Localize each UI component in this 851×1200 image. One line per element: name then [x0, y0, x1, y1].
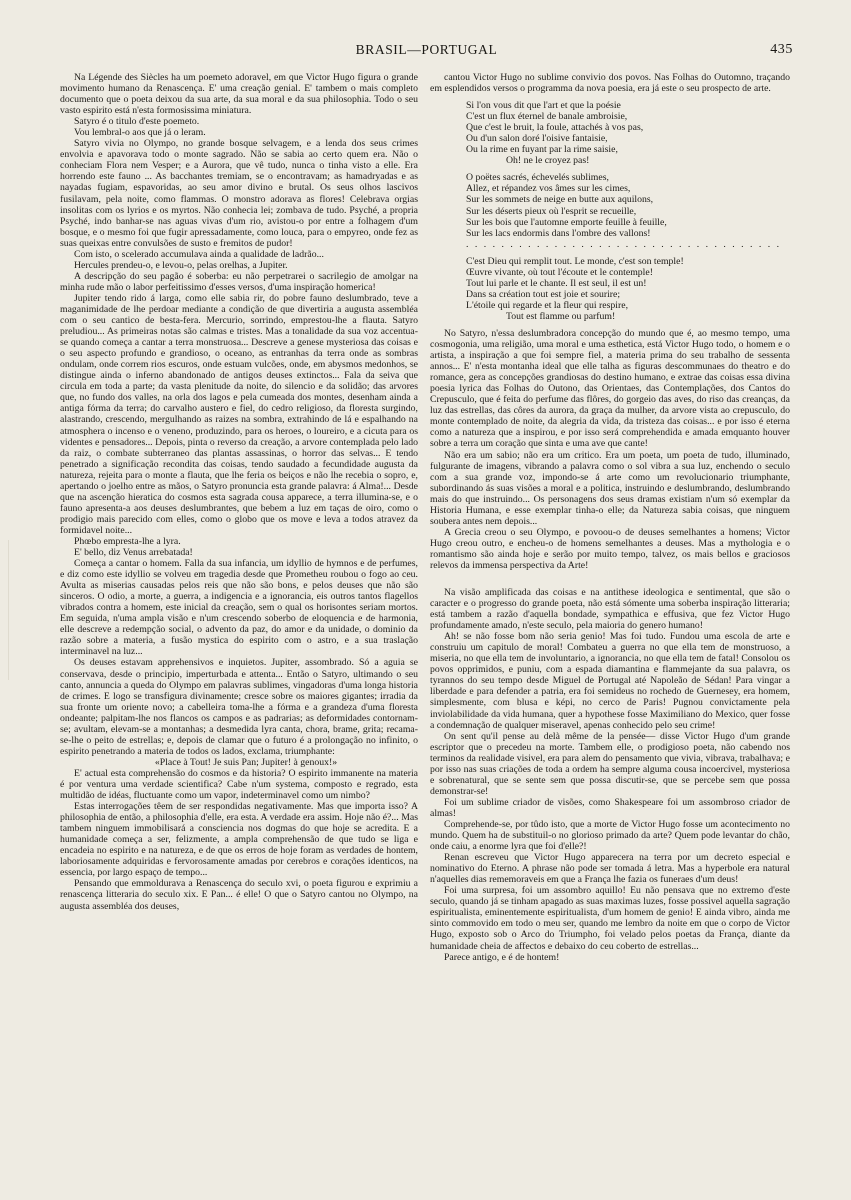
paragraph: Comprehende-se, por tûdo isto, que a morte de Victor Hugo fosse um acontecimento no mundo. Quem ha de substituil-o no glorioso primado da arte? Quem pode levantar do chão, onde caiu, a enorme lyra que foi d'elle?!: [430, 819, 790, 853]
paragraph: A descripção do seu pagão é soberba: eu não perpetrarei o sacrilegio de amolgar na minha rude mão o labor perfeitissimo d'esses versos, d'uma inspiração homerica!: [60, 270, 418, 293]
page-title: BRASIL—PORTUGAL: [355, 42, 498, 57]
paragraph: Parece antigo, e é de hontem!: [444, 951, 560, 963]
verse-line: L'étoile qui regarde et la fleur qui respire,: [466, 299, 629, 311]
paragraph: Foi um sublime criador de visões, como Shakespeare foi um assombroso criador de almas!: [430, 796, 790, 819]
paragraph: Na visão amplificada das coisas e na antithese ideologica e sentimental, que são o caracter e o progresso do grande poeta, não está sómente uma soberba inspiração litteraria; está tambem a razão d'aquella bondade, sympathica e effusiva, que fez Victor Hugo profundamente amado, n'este seculo, pela maioria do genero humano!: [430, 587, 790, 632]
verse-ellipsis: . . . . . . . . . . . . . . . . . . . . . . . . . . . . . . . . . . . .: [466, 238, 782, 250]
verse-line: Oh! ne le croyez pas!: [506, 155, 590, 167]
verse-stanza: [430, 172, 790, 249]
paragraph: Com isto, o scelerado accumulava ainda a qualidade de ladrão...: [74, 248, 324, 260]
paragraph: E' bello, diz Venus arrebatada!: [74, 547, 193, 559]
verse-line: Tout lui parle et le chante. Il est seul, il est un!: [466, 277, 647, 289]
paragraph: Pensando que emmoldurava a Renascença do seculo xvi, o poeta figurou e exprimiu a renascença litteraria do seculo xix. E Pan... é elle! O que o Satyro cantou no Olympo, na augusta assembléa dos deuses,: [60, 878, 418, 912]
verse-line: Ou la rime en fuyant par la rime saisie,: [466, 144, 618, 156]
paragraph: No Satyro, n'essa deslumbradora concepção do mundo que é, ao mesmo tempo, uma cosmogonia, uma religião, uma moral e uma esthetica, está Victor Hugo todo, o homem e o artista, a inspiração a que foi sempre fiel, a materia prima do seu trabalho de sessenta annos... E' n'esta montanha ideal que elle talha as figuras descommunaes do theatro e do romance, gera as concepções grandiosas do destino humano, e extrae das coisas essa divina poesia lyrica das Folhas do Outono, das Orientaes, das Contemplações, dos Cantos do Crepusculo, que é feita do perfume das flôres, do gorgeio das aves, do riso das creanças, da luz das estrellas, das côres da aurora, da graça da mulher, da arvore vista ao crepusculo, do monte contemplado de noite, da alegria da vida, da tristeza das coisas... e por isso é eterna como a natureza que a inspirou, e por isso será comprehendida e amada emquanto houver sobre a terra um coração que sinta e uma ave que cante!: [430, 327, 790, 450]
paragraph: On sent qu'il pense au delà même de la pensée— disse Victor Hugo d'um grande escriptor que o precedeu na morte. Tambem elle, o prodigioso poeta, não cabendo nos terminos da realidade visivel, era para alem do pensamento que vivia, vibrava, trabalhava; e por isso nas suas criações de toda a ordem ha sempre alguma cousa incoercivel, mysteriosa e sobrenatural, que se sente sem que possa discutir-se, que se percebe sem que possa demonstrar-se!: [430, 730, 790, 797]
verse-line: C'est un flux éternel de banale ambroisie,: [466, 111, 628, 123]
paragraph: Os deuses estavam apprehensivos e inquietos. Jupiter, assombrado. Só a aguia se conservava, desde o principio, imperturbada e attenta... Então o Satyro, ultimando o seu canto, annuncia a queda do Olympo em palavras sublimes, vingadoras d'uma longa historia de crimes. E logo se transfigura divinamente; cresce sobre os maiores gigantes; irradia da sua fronte um oriente novo; a cabelleira toma-lhe a fórma e a grandeza d'uma floresta ondeante; palpitam-lhe nos flancos os campos e as padrarias; as deformidades contornam-se; avultam, elevam-se a montanhas; a desmedida lyra canta, chora, brame, grita; recama-se-lhe o peito de estrellas; e, depois de clamar que o futuro é a prolongação no infinito, o espirito penetrando a materia de todos os lados, exclama, triumphante:: [60, 657, 418, 757]
paragraph: A Grecia creou o seu Olympo, e povoou-o de deuses semelhantes a homens; Victor Hugo creou outro, e encheu-o de homens semelhantes a deuses. Mas a mythologia e o romantismo são ainda hoje e serão por muito tempo, talvez, os mais bellos e graciosos relevos da immensa perspectiva da Arte!: [430, 526, 790, 571]
paragraph: cantou Victor Hugo no sublime convivio dos povos. Nas Folhas do Outomno, traçando em esplendidos versos o programma da nova poesia, era já este o seu prospecto de arte.: [430, 72, 790, 95]
verse-stanza: [430, 100, 790, 166]
verse-line: Que c'est le bruit, la foule, attachés à vos pas,: [466, 122, 644, 134]
paragraph: Hercules prendeu-o, e levou-o, pelas orelhas, a Jupiter.: [74, 259, 288, 271]
paragraph: Foi uma surpresa, foi um assombro aquillo! Eu não pensava que no extremo d'este seculo, quando já se tinham apagado as suas maximas luzes, fosse possivel aquella sagração espiritualista, eminentemente espiritualista, d'um homem de genio! E ainda vibro, ainda me sinto commovido em todo o meu ser, quando me lembro da noite em que o corpo de Victor Hugo, exposto sob o Arco do Triumpho, foi velado pelos poetas da França, diante da humanidade cheia de affectos e debaixo do ceu coberto de estrellas...: [430, 885, 790, 952]
running-header: [60, 42, 793, 62]
paragraph: Renan escreveu que Victor Hugo apparecera na terra por um decreto especial e nominativo do Eterno. A phrase não pode ser tomada á letra. Mas a hyperbole era natural n'aquelles dias rememoraveis em que a França lhe fazia os funeraes d'um deus!: [430, 852, 790, 886]
margin-mark: [8, 540, 19, 680]
paragraph: E' actual esta comprehensão do cosmos e da historia? O espirito immanente na materia é por ventura uma verdade scientifica? Cabe n'um systema, composto e regrado, esta multidão de idéas, fluctuante como um vapor, indeterminavel como um nimbo?: [60, 767, 418, 802]
verse-line: C'est Dieu qui remplit tout. Le monde, c'est son temple!: [466, 255, 684, 267]
paragraph: Satyro é o titulo d'este poemeto.: [74, 116, 200, 128]
verse-line: Tout est flamme ou parfum!: [506, 310, 616, 322]
paragraph: Ah! se não fosse bom não seria genio! Mas foi tudo. Fundou uma escola de arte e construiu um capitulo de moral! Combateu a guerra no que ella tem de monstruoso, a miseria, no que ella tem de involuntario, a ignorancia, no que ella tem de fatal! Consolou os povos opprimidos, e puniu, com a espada diamantina e flammejante da sua palavra, os tyrannos do seu tempo desde Miguel de Portugal até Napoleão de Sédan! Para vingar a liberdade e para defender a patria, era foi semideus no rochedo de Guernesey, era homem, simplesmente, com blusa e képi, no cerco de Paris! Pugnou convictamente pela inviolabilidade da vida humana, quer a hypothese fosse Maximiliano do Mexico, quer fosse a condemnação de qualquer miseravel, apenas conhecido pelo seu crime!: [430, 631, 790, 731]
page-number: 435: [770, 42, 793, 57]
paragraph: Satyro vivia no Olympo, no grande bosque selvagem, e a lenda dos seus crimes envolvia e apavorava todo o monte sagrado. Não se sabia ao certo quem era. Não o conheciam Flora nem Vesper; e a Aurora, que vê tudo, nunca o tinha visto a elle. Era horrendo este fauno ... As bacchantes tremiam, se o encontravam; as hamadryadas e as nayadas fugiam, espavoridas, ao seu amor divino e brutal. Os seus olhos lascivos fusilavam, pela noite, como flammas. O monstro adorava as flores! Celebrava orgias insolitas com os lyrios e os myrtos. Não conhecia lei; zombava de tudo. Psyché, a propria Psyché, indo banhar-se nas aguas vivas d'um rio, avistou-o por entre a folhagem d'um bosque, e o mesmo foi que fugir apressadamente, como louca, para o empyreo, onde fez as suas queixas entre convulsões de susto e fremitos de pudor!: [60, 138, 418, 249]
left-column: [60, 72, 418, 912]
section-gap: [430, 571, 790, 587]
verse-line: O poëtes sacrés, échevelés sublimes,: [466, 172, 609, 184]
paragraph: Começa a cantar o homem. Falla da sua infancia, um idyllio de hymnos e de perfumes, e diz como este idyllio se volveu em tragedia desde que Prometheu roubou o fogo ao ceu. Avulta as miserias causadas pelos reis que não são bons, e pelos deuses que não são sinceros. O odio, a morte, a guerra, a indigencia e a ignorancia, eis outros tantos flagellos vibrados contra a homem, este inicial da creação, sem o qual os horisontes seriam mortos. Em seguida, n'uma ampla visão e n'um crescendo soberbo de eloquencia e de harmonia, elle descreve a redempção social, o advento da paz, do amor e da unidade, o dominio da razão sobre a materia, a fusão mystica do espirito com o astro, e a sua traslação interminavel na luz...: [60, 558, 418, 658]
verse-line: Si l'on vous dit que l'art et que la poésie: [466, 100, 621, 112]
verse-line: Ou d'un salon doré l'oisive fantaisie,: [466, 133, 608, 145]
verse-line: Œuvre vivante, où tout l'écoute et le contemple!: [466, 266, 653, 278]
right-column: [430, 72, 790, 963]
paragraph: Estas interrogações têem de ser respondidas negativamente. Mas que importa isso? A philosophia de então, a philosophia d'elle, era esta. A verdade era assim. Hoje não é?... Mas tambem ninguem immobilisará a consciencia nos dogmas do que hoje se acredita. E a humanidade começa a ser, felizmente, a ampla comprehensão de que tudo se liga e encadeia no espirito e na natureza, e de que os erros de hoje foram as verdades de hontem, laboriosamente adquiridas e fervorosamente amadas por cerebros e corações identicos, na essencia, por largo espaço de tempo...: [60, 801, 418, 879]
verse-line: Sur les sommets de neige en butte aux aquilons,: [466, 194, 654, 206]
verse-line: Allez, et répandez vos âmes sur les cimes,: [466, 183, 631, 195]
verse-stanza: [430, 256, 790, 322]
paragraph: Não era um sabio; não era um critico. Era um poeta, um poeta de tudo, illuminado, fulgurante de imagens, vibrando a palavra como o sol vibra a sua luz, enchendo o seculo com a sua grande voz, impondo-se á arte como um revolucionario triumphante, subordinando ás suas visões a moral e a politica, instruindo e deslumbrando, deslumbrando mais do que instruindo... Os personagens dos seus dramas existiam n'um só exemplar da Historia Humana, e esse exemplar tinha-o elle; da Natureza sabia coisas, que ninguem soubera antes nem depois...: [430, 449, 790, 527]
pan-quote: «Place à Tout! Je suis Pan; Jupiter! à genoux!»: [154, 756, 338, 768]
paragraph: Vou lembral-o aos que já o leram.: [74, 127, 206, 139]
verse-line: Sur les lacs endormis dans l'ombre des vallons!: [466, 227, 651, 239]
paragraph: Phœbo empresta-lhe a lyra.: [74, 535, 181, 547]
verse-line: Sur les déserts pieux où l'esprit se recueille,: [466, 205, 637, 217]
paragraph: Na Légende des Siècles ha um poemeto adoravel, em que Victor Hugo figura o grande movimento humano da Renascença. E' uma creação genial. E' tambem o mais completo documento que o poeta deixou da sua arte, da sua moral e da sua philosophia. Todo o seu vasto espirito está n'esta formosissima miniatura.: [60, 72, 418, 117]
verse-line: Dans sa création tout est joie et sourire;: [466, 288, 621, 300]
paragraph: Jupiter tendo rido á larga, como elle sabia rir, do pobre fauno deslumbrado, teve a maganimidade de lhe perdoar mediante a condição de que divertiria a augusta assembléa com o seu cantico de besta-fera. Mercurio, sorrindo, emprestou-lhe a flauta. Satyro preludiou... As primeiras notas são calmas e tristes. Mas a tonalidade da sua voz accentua-se quando começa a cantar a terra monstruosa... Descreve a genese mysteriosa das coisas e o seu aspecto profundo e grandioso, o oceano, as entranhas da terra onde as sombras ondulam, onde correm rios escuros, onde estuam vulcões, onde, em abysmos medonhos, se distingue ainda o inferno abandonado de antigos deuses extinctos... Fala da seiva que circula em toda a parte; da vasta plenitude da noite, do silencio e da solidão; das arvores que, no fundo dos valles, na orla dos lagos e pela cumeada dos montes, desenham ainda a antiga fórma da terra; do carvalho austero e fiel, do cedro religioso, da floresta surgindo, alastrando, crescendo, mergulhando as raizes na sombra, extrahindo de lá e espalhando na atmosphera o incenso e o veneno, produzindo, para os heroes, o loureiro, e a cicuta para os videntes e pensadores... Depois, pinta o reverso da creação, a arvore contemplada pelo lado da raiz, o combate subterraneo das plantas assassinas, o horror das selvas... E tendo penetrado a significação recondita das coisas, tendo saudado a fecundidade augusta da natureza, rejeita para o monte a flauta, que lhe feria os beiços e não lhe recebia o sopro, e, apertando o joelho entre as mãos, o Satyro pronuncia esta grande palavra: á Alma!... Desde que na ascenção hieratica do cosmos esta sagrada cousa apparece, a terra illumina-se, e o fauno apresenta-a aos deuses deslumbrantes, que bebem a luz em taças de oiro, como o prodigio mais parecido com elles, como o globo que os move e leva a todos atravez da formidavel noite...: [60, 292, 418, 536]
verse-line: Sur les bois que l'automne emporte feuille à feuille,: [466, 216, 667, 228]
